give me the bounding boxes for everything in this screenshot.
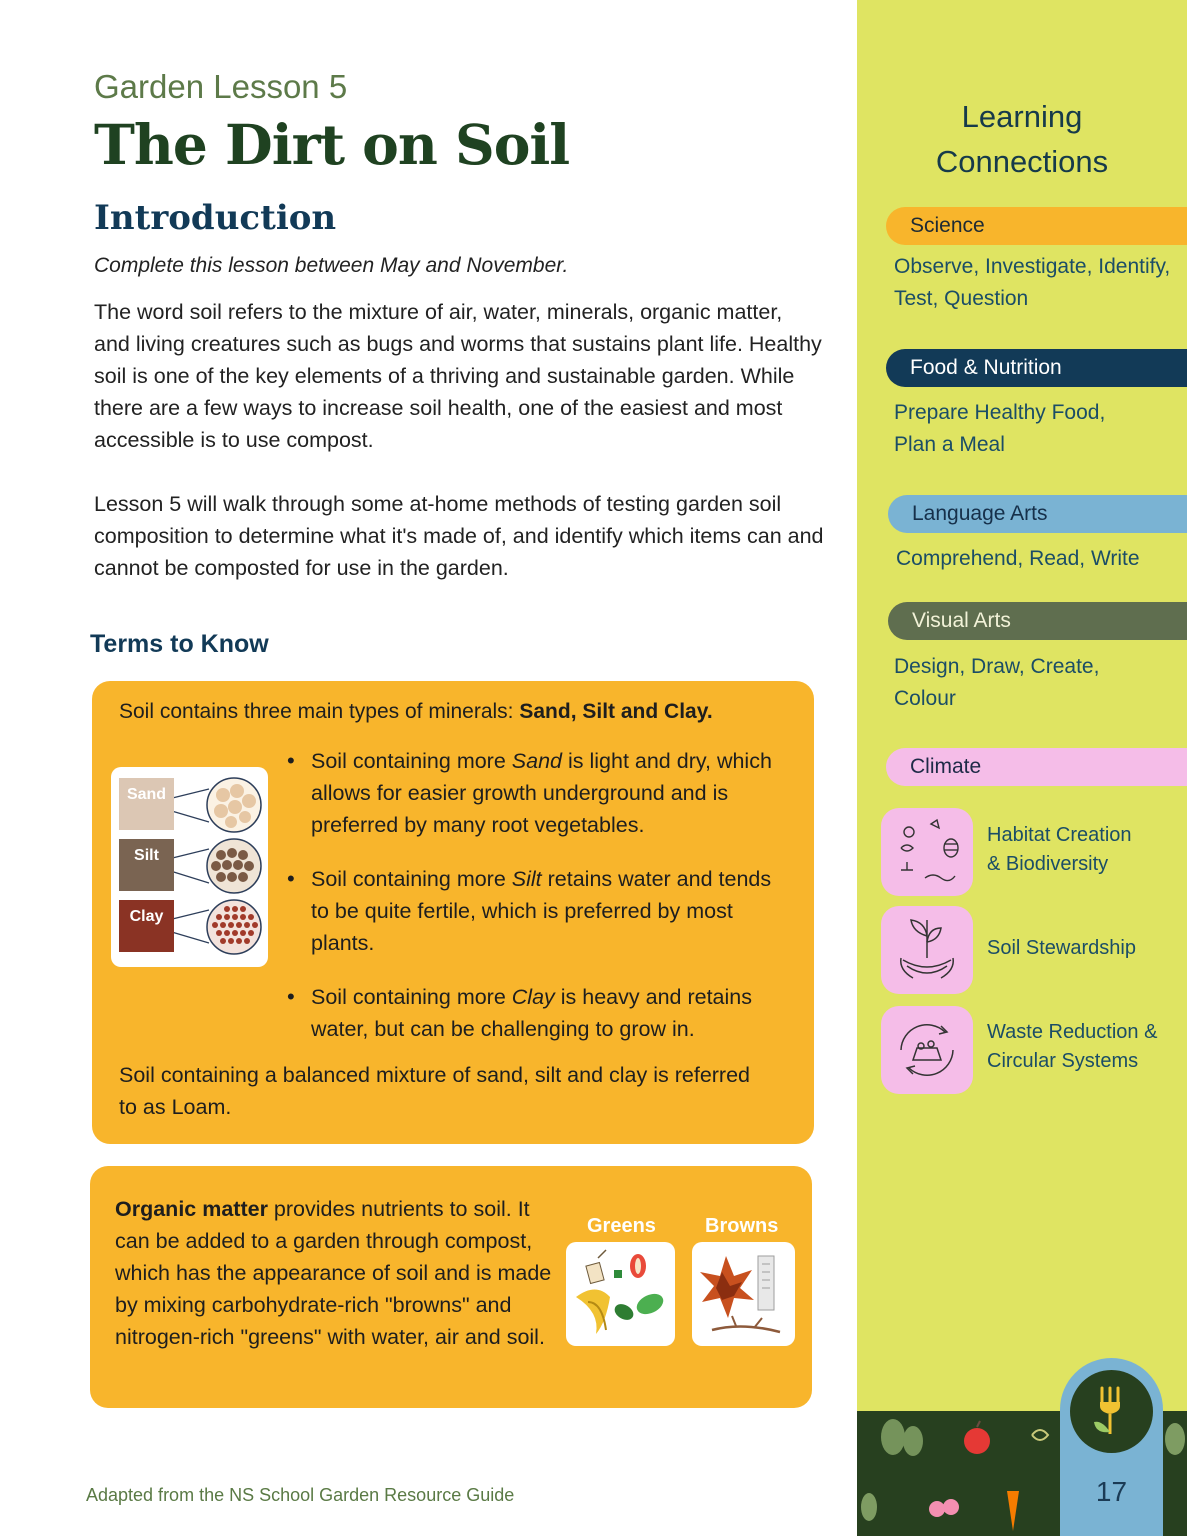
page-badge [1060, 1358, 1163, 1536]
science-tag: Science [886, 207, 1187, 245]
sidebar-title-line-1: Learning [961, 99, 1083, 134]
biodiversity-icon [881, 808, 973, 896]
climate-item-soil [987, 934, 1136, 963]
bullet-text: retains water and tends to be quite fertile, which is preferred by most plants. [311, 867, 772, 955]
clay-swatch: Clay [119, 900, 174, 952]
page-number: 17 [1095, 1476, 1128, 1507]
fork-leaf-icon [1070, 1370, 1153, 1453]
climate-item-label: Habitat Creation [987, 824, 1132, 846]
sand-swatch: Sand [119, 778, 174, 830]
introduction-heading: Introduction [94, 198, 337, 238]
soil-types-illustration [111, 767, 268, 967]
sidebar-title [857, 94, 1187, 184]
climate-item-label: Soil Stewardship [987, 937, 1136, 959]
bullet-term: Silt [511, 867, 542, 891]
silt-swatch: Silt [119, 839, 174, 891]
source-credit: Adapted from the NS School Garden Resource Guide [86, 1485, 515, 1505]
organic-matter-description: provides nutrients to soil. It can be added to a garden through compost, which has the appearance of soil and is made by mixing carbohydrate-rich "browns" and nitrogen-rich "greens" with water, air and soil. [115, 1197, 552, 1349]
intro-paragraph-2: Lesson 5 will walk through some at-home methods of testing garden soil composition to determine what it's made of, and identify which items can and cannot be composted for use in the garden. [94, 492, 824, 580]
minerals-box [92, 681, 814, 1144]
climate-item-label: Circular Systems [987, 1050, 1139, 1072]
minerals-lead-text: Soil contains three main types of minerals: [119, 700, 520, 723]
browns-illustration [692, 1242, 795, 1346]
climate-item-label: Waste Reduction & [987, 1021, 1158, 1043]
list-item-sand [287, 745, 787, 841]
list-item-silt [287, 863, 787, 959]
visual-arts-skills: Design, Draw, Create, Colour [894, 655, 1100, 710]
bullet-text: is light and dry, which allows for easier growth underground and is preferred by many root vegetables. [311, 749, 772, 837]
biodiversity-glyph [881, 808, 973, 896]
minerals-lead [119, 700, 713, 724]
minerals-lead-bold: Sand, Silt and Clay. [519, 700, 713, 723]
organic-matter-box [90, 1166, 812, 1408]
browns-label: Browns [705, 1215, 779, 1237]
sidebar-title-line-2: Connections [935, 144, 1109, 179]
bullet-term: Sand [511, 749, 562, 773]
language-arts-skills: Comprehend, Read, Write [896, 547, 1140, 570]
science-skills: Observe, Investigate, Identify, Test, Question [894, 255, 1171, 310]
climate-item-habitat [987, 821, 1132, 879]
lesson-eyebrow: Garden Lesson 5 [94, 68, 348, 105]
learning-connections-sidebar [857, 0, 1187, 1536]
loam-definition: Soil containing a balanced mixture of sand, silt and clay is referred to as Loam. [119, 1063, 751, 1119]
climate-tag: Climate [886, 748, 1187, 786]
food-scraps-icon [566, 1242, 675, 1346]
circular-systems-icon [881, 1006, 973, 1094]
bullet-term: Clay [511, 985, 555, 1009]
greens-label: Greens [587, 1215, 656, 1237]
soil-type-list [287, 745, 787, 1067]
bullet-text: Soil containing more [311, 985, 512, 1009]
language-arts-tag: Language Arts [888, 495, 1187, 533]
organic-matter-term: Organic matter [115, 1197, 268, 1221]
food-nutrition-skills: Prepare Healthy Food, Plan a Meal [894, 401, 1106, 456]
climate-item-label: & Biodiversity [987, 853, 1109, 875]
organic-matter-text [115, 1193, 555, 1353]
greens-illustration [566, 1242, 675, 1346]
bullet-text: Soil containing more [311, 867, 512, 891]
leaves-and-paper-icon [692, 1242, 795, 1346]
climate-item-waste [987, 1018, 1157, 1076]
lesson-timing-note: Complete this lesson between May and November. [94, 254, 569, 277]
seedling-hands-glyph [881, 906, 973, 994]
terms-heading: Terms to Know [90, 630, 269, 658]
intro-paragraph-1: The word soil refers to the mixture of air, water, minerals, organic matter, and living creatures such as bugs and worms that sustains plant life. Healthy soil is one of the key elements of a thriving and sustainable garden. While there are a few ways to increase soil health, one of the easiest and most accessible is to use compost. [94, 300, 822, 452]
recycle-compost-glyph [881, 1006, 973, 1094]
soil-stewardship-icon [881, 906, 973, 994]
bullet-text: is heavy and retains water, but can be challenging to grow in. [311, 985, 752, 1041]
food-nutrition-tag: Food & Nutrition [886, 349, 1187, 387]
list-item-clay [287, 981, 787, 1045]
page-title: The Dirt on Soil [94, 112, 570, 177]
bullet-text: Soil containing more [311, 749, 512, 773]
fork-logo [1070, 1370, 1153, 1453]
visual-arts-tag: Visual Arts [888, 602, 1187, 640]
